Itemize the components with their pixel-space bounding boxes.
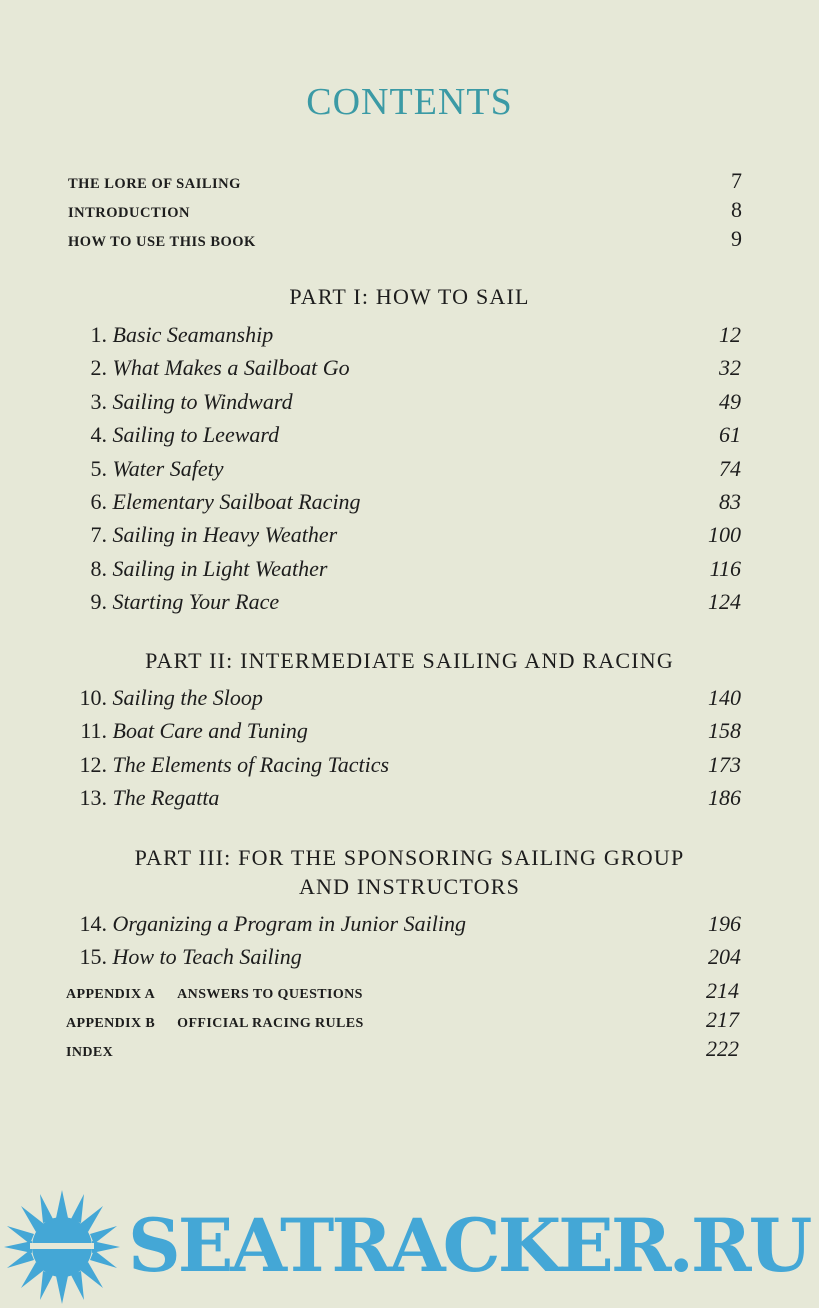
chapter-title: The Regatta — [112, 785, 220, 811]
chapter-item[interactable] — [66, 785, 741, 818]
page-number: 173 — [708, 751, 741, 777]
page-number: 32 — [719, 355, 741, 381]
page-number: 83 — [719, 488, 741, 514]
appendix-b-entry[interactable] — [66, 1007, 739, 1036]
page-number: 61 — [719, 422, 741, 448]
chapter-number: 10. — [79, 685, 107, 710]
chapter-title: Boat Care and Tuning — [112, 718, 308, 744]
back-matter-list — [66, 978, 739, 1065]
page-number: 158 — [708, 718, 741, 744]
page-number: 8 — [731, 197, 742, 222]
chapter-number: 4. — [90, 422, 107, 448]
front-matter-item[interactable] — [68, 226, 742, 255]
page-number: 9 — [731, 226, 742, 251]
page-number: 217 — [706, 1007, 739, 1032]
chapter-item[interactable] — [66, 355, 741, 388]
page-number: 204 — [708, 944, 741, 970]
page-number: 186 — [708, 785, 741, 811]
chapter-item[interactable] — [66, 718, 741, 751]
index-entry[interactable] — [66, 1036, 739, 1065]
page-number: 7 — [731, 168, 742, 193]
front-matter-item[interactable] — [68, 197, 742, 226]
chapter-number: 9. — [90, 589, 107, 615]
part-heading-3-line-2: AND INSTRUCTORS — [298, 874, 521, 899]
chapter-number: 2. — [90, 355, 107, 381]
page-number: 100 — [708, 522, 741, 548]
chapter-title: Sailing the Sloop — [112, 685, 263, 710]
page-number: 140 — [708, 685, 741, 710]
chapter-item[interactable] — [66, 522, 741, 555]
part-2-chapter-list — [66, 685, 741, 819]
chapter-item[interactable] — [66, 752, 741, 785]
chapter-item[interactable] — [66, 556, 741, 589]
chapter-number: 8. — [90, 555, 107, 581]
chapter-number: 1. — [90, 322, 107, 347]
chapter-item[interactable] — [66, 489, 741, 522]
chapter-number: 11. — [80, 718, 107, 744]
chapter-title: Organizing a Program in Junior Sailing — [112, 911, 466, 936]
entry-label: INDEX — [66, 1045, 114, 1060]
chapter-item[interactable] — [66, 322, 741, 355]
sun-logo-icon — [0, 1188, 124, 1306]
chapter-item[interactable] — [66, 944, 741, 977]
page-number: 196 — [708, 911, 741, 936]
appendix-a-entry[interactable] — [66, 978, 739, 1007]
entry-label: THE LORE OF SAILING — [68, 176, 241, 192]
chapter-title: Starting Your Race — [112, 589, 280, 615]
chapter-title: How to Teach Sailing — [112, 944, 302, 970]
part-3-chapter-list — [66, 911, 741, 978]
entry-label: HOW TO USE THIS BOOK — [68, 234, 256, 250]
chapter-item[interactable] — [66, 685, 741, 718]
chapter-item[interactable] — [66, 422, 741, 455]
page-number: 12 — [719, 322, 741, 347]
page-number: 222 — [706, 1036, 739, 1061]
chapter-number: 14. — [79, 911, 107, 936]
chapter-number: 15. — [79, 944, 107, 970]
chapter-title: Water Safety — [112, 455, 224, 481]
chapter-number: 7. — [90, 522, 107, 548]
page-number: 214 — [706, 978, 739, 1003]
watermark-text: SEATRACKER.RU — [128, 1203, 810, 1289]
chapter-item[interactable] — [66, 589, 741, 622]
page-title: CONTENTS — [306, 81, 513, 123]
entry-label: APPENDIX B — [66, 1016, 156, 1031]
part-heading-3-line-1: PART III: FOR THE SPONSORING SAILING GROUP — [134, 845, 685, 870]
chapter-item[interactable] — [66, 456, 741, 489]
part-heading-1: PART I: HOW TO SAIL — [289, 284, 530, 309]
page-number: 116 — [709, 555, 741, 581]
page-number: 49 — [719, 388, 741, 414]
chapter-title: What Makes a Sailboat Go — [112, 355, 350, 381]
chapter-title: Sailing in Heavy Weather — [112, 522, 338, 548]
chapter-number: 13. — [79, 785, 107, 811]
part-heading-3 — [0, 843, 819, 901]
page-number: 74 — [719, 455, 741, 481]
chapter-number: 6. — [90, 488, 107, 514]
entry-subtitle: OFFICIAL RACING RULES — [177, 1016, 364, 1031]
chapter-number: 3. — [90, 388, 107, 414]
chapter-title: Elementary Sailboat Racing — [112, 488, 361, 514]
front-matter-list — [68, 168, 742, 255]
chapter-number: 5. — [90, 455, 107, 481]
chapter-item[interactable] — [66, 911, 741, 944]
entry-label: APPENDIX A — [66, 987, 156, 1002]
part-heading-2: PART II: INTERMEDIATE SAILING AND RACING — [145, 648, 674, 673]
chapter-item[interactable] — [66, 389, 741, 422]
chapter-title: Sailing to Leeward — [112, 422, 280, 448]
chapter-title: Sailing to Windward — [112, 388, 293, 414]
chapter-number: 12. — [79, 751, 107, 777]
chapter-title: Sailing in Light Weather — [112, 555, 328, 581]
chapter-title: The Elements of Racing Tactics — [112, 751, 390, 777]
chapter-title: Basic Seamanship — [112, 322, 274, 347]
front-matter-item[interactable] — [68, 168, 742, 197]
part-1-chapter-list — [66, 322, 741, 623]
page-number: 124 — [708, 589, 741, 615]
entry-label: INTRODUCTION — [68, 205, 191, 221]
entry-subtitle: ANSWERS TO QUESTIONS — [177, 987, 363, 1002]
